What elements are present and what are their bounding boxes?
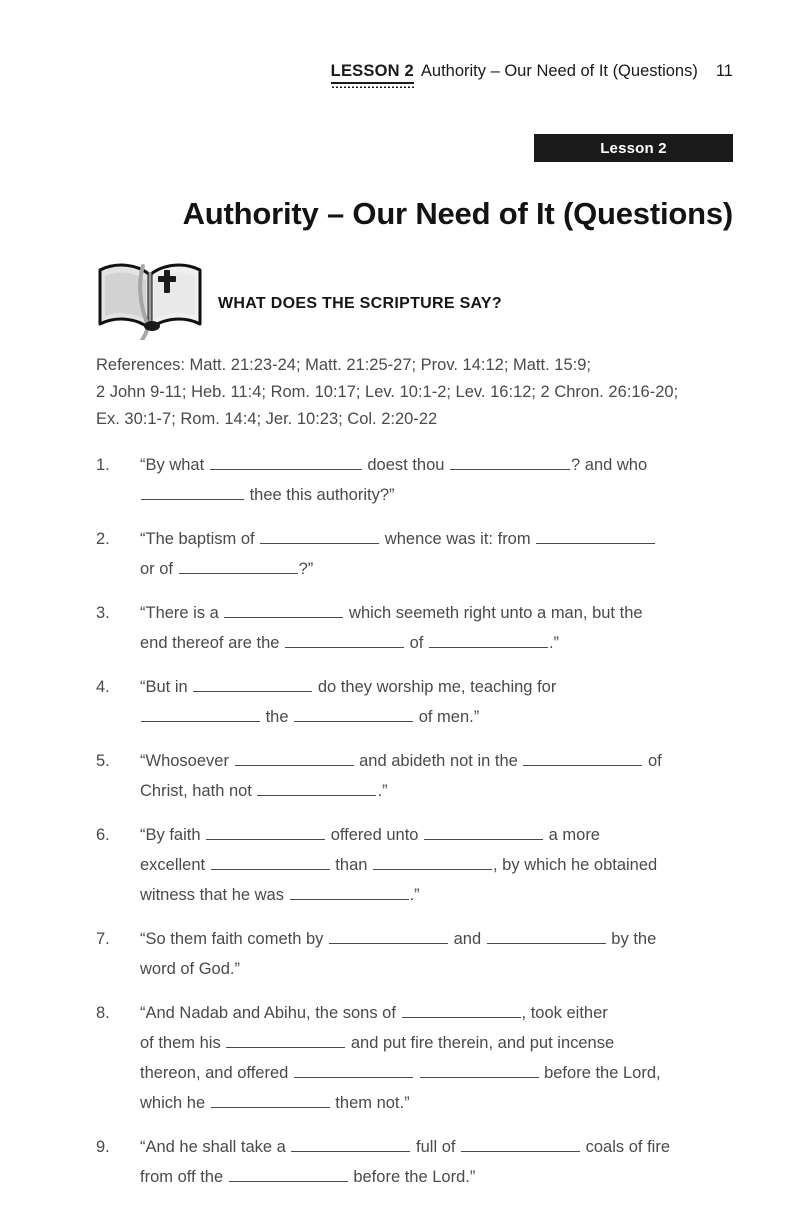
question-text-segment: and: [449, 930, 486, 948]
page-title: Authority – Our Need of It (Questions): [182, 196, 733, 231]
question-line: [140, 776, 741, 806]
question-text: [140, 524, 741, 584]
question-text: [140, 998, 741, 1118]
question-text: [140, 746, 741, 806]
question-text: [140, 450, 741, 510]
question-text-segment: of them his: [140, 1034, 226, 1052]
question-text-segment: doest thou: [362, 456, 450, 474]
question-item: [96, 1132, 741, 1192]
question-text-segment: .”: [377, 782, 388, 800]
fill-in-blank[interactable]: [291, 1134, 410, 1152]
question-text-segment: ?”: [298, 560, 314, 578]
fill-in-blank[interactable]: [285, 630, 404, 648]
fill-in-blank[interactable]: [260, 526, 379, 544]
question-text-segment: Christ, hath not: [140, 782, 257, 800]
question-line: [140, 954, 741, 984]
question-line: [140, 598, 741, 628]
question-text-segment: the: [261, 708, 294, 726]
lesson-tab: [534, 134, 733, 162]
question-text-segment: from off the: [140, 1168, 228, 1186]
question-text-segment: “But in: [140, 678, 193, 696]
question-text-segment: whence was it: from: [380, 530, 536, 548]
fill-in-blank[interactable]: [461, 1134, 580, 1152]
question-line: [140, 628, 741, 658]
question-text-segment: of: [643, 752, 662, 770]
question-text-segment: “By faith: [140, 826, 206, 844]
question-text-segment: before the Lord,: [539, 1064, 661, 1082]
fill-in-blank[interactable]: [206, 822, 325, 840]
question-text-segment: “There is a: [140, 604, 224, 622]
reference-line: References: Matt. 21:23-24; Matt. 21:25-27; Prov. 14:12; Matt. 15:9;: [96, 356, 591, 374]
fill-in-blank[interactable]: [429, 630, 548, 648]
fill-in-blank[interactable]: [210, 452, 362, 470]
question-number: 9.: [96, 1138, 110, 1156]
running-head: [0, 62, 733, 84]
fill-in-blank[interactable]: [235, 748, 354, 766]
fill-in-blank[interactable]: [294, 704, 413, 722]
question-number: 2.: [96, 530, 110, 548]
question-text-segment: ? and who: [571, 456, 648, 474]
fill-in-blank[interactable]: [141, 482, 244, 500]
question-item: [96, 924, 741, 984]
question-text-segment: , by which he obtained: [493, 856, 658, 874]
question-line: [140, 480, 741, 510]
fill-in-blank[interactable]: [424, 822, 543, 840]
question-text-segment: “Whosoever: [140, 752, 234, 770]
fill-in-blank[interactable]: [141, 704, 260, 722]
question-line: [140, 746, 741, 776]
question-text-segment: witness that he was: [140, 886, 289, 904]
question-item: [96, 998, 741, 1118]
question-line: [140, 998, 741, 1028]
question-text-segment: “And he shall take a: [140, 1138, 291, 1156]
fill-in-blank[interactable]: [536, 526, 655, 544]
question-text-segment: before the Lord.”: [348, 1168, 476, 1186]
fill-in-blank[interactable]: [224, 600, 343, 618]
fill-in-blank[interactable]: [450, 452, 570, 470]
question-line: [140, 1058, 741, 1088]
question-text-segment: , took either: [521, 1004, 608, 1022]
fill-in-blank[interactable]: [420, 1060, 539, 1078]
question-text: [140, 820, 741, 910]
question-item: [96, 746, 741, 806]
question-text-segment: by the: [606, 930, 657, 948]
question-text-segment: or of: [140, 560, 178, 578]
question-text-segment: do they worship me, teaching for: [313, 678, 557, 696]
question-number: 7.: [96, 930, 110, 948]
references-block: [96, 352, 736, 433]
lesson-tab-label: Lesson 2: [600, 139, 667, 157]
question-text-segment: coals of fire: [581, 1138, 671, 1156]
fill-in-blank[interactable]: [487, 926, 606, 944]
fill-in-blank[interactable]: [290, 882, 409, 900]
question-text-segment: [414, 1064, 419, 1082]
question-text-segment: excellent: [140, 856, 210, 874]
question-text-segment: full of: [411, 1138, 461, 1156]
question-line: [140, 554, 741, 584]
reference-line: Ex. 30:1-7; Rom. 14:4; Jer. 10:23; Col. 2:20-22: [96, 410, 438, 428]
open-bible-icon: [96, 258, 204, 340]
question-text-segment: offered unto: [326, 826, 424, 844]
question-text-segment: word of God.”: [140, 960, 240, 978]
fill-in-blank[interactable]: [179, 556, 298, 574]
question-text-segment: .”: [548, 634, 560, 652]
question-text-segment: end thereof are the: [140, 634, 285, 652]
question-line: [140, 1162, 741, 1192]
question-line: [140, 924, 741, 954]
question-number: 3.: [96, 604, 110, 622]
question-line: [140, 820, 741, 850]
question-number: 6.: [96, 826, 110, 844]
question-text: [140, 598, 741, 658]
questions-list: [96, 450, 741, 1206]
question-text-segment: “The baptism of: [140, 530, 260, 548]
question-text-segment: and abideth not in the: [354, 752, 523, 770]
question-line: [140, 672, 741, 702]
fill-in-blank[interactable]: [523, 748, 642, 766]
question-line: [140, 850, 741, 880]
question-number: 1.: [96, 456, 110, 474]
question-item: [96, 820, 741, 910]
reference-line: 2 John 9-11; Heb. 11:4; Rom. 10:17; Lev. 10:1-2; Lev. 16:12; 2 Chron. 26:16-20;: [96, 383, 679, 401]
question-text-segment: of men.”: [414, 708, 480, 726]
fill-in-blank[interactable]: [294, 1060, 413, 1078]
fill-in-blank[interactable]: [229, 1164, 348, 1182]
question-text-segment: “And Nadab and Abihu, the sons of: [140, 1004, 401, 1022]
question-line: [140, 524, 741, 554]
question-line: [140, 1088, 741, 1118]
question-text-segment: thee this authority?”: [245, 486, 395, 504]
scripture-section-header: [96, 258, 736, 340]
running-head-lesson-label: LESSON 2: [331, 62, 414, 84]
question-text: [140, 1132, 741, 1192]
question-line: [140, 702, 741, 732]
running-head-title: Authority – Our Need of It (Questions): [420, 62, 698, 80]
question-text-segment: and put fire therein, and put incense: [346, 1034, 615, 1052]
question-item: [96, 598, 741, 658]
question-item: [96, 450, 741, 510]
question-text-segment: .”: [409, 886, 420, 904]
fill-in-blank[interactable]: [211, 852, 330, 870]
question-text-segment: them not.”: [330, 1094, 410, 1112]
question-line: [140, 1028, 741, 1058]
fill-in-blank[interactable]: [193, 674, 312, 692]
fill-in-blank[interactable]: [257, 778, 376, 796]
question-text-segment: of: [405, 634, 428, 652]
question-line: [140, 880, 741, 910]
fill-in-blank[interactable]: [373, 852, 492, 870]
question-text-segment: a more: [544, 826, 600, 844]
question-text-segment: which seemeth right unto a man, but the: [344, 604, 643, 622]
question-number: 5.: [96, 752, 110, 770]
question-number: 8.: [96, 1004, 110, 1022]
question-line: [140, 1132, 741, 1162]
question-text-segment: which he: [140, 1094, 210, 1112]
page-number: 11: [715, 62, 733, 80]
question-text: [140, 672, 741, 732]
question-text-segment: “So them faith cometh by: [140, 930, 329, 948]
scripture-heading: WHAT DOES THE SCRIPTURE SAY?: [218, 295, 502, 312]
question-number: 4.: [96, 678, 110, 696]
fill-in-blank[interactable]: [402, 1000, 521, 1018]
fill-in-blank[interactable]: [329, 926, 448, 944]
fill-in-blank[interactable]: [226, 1030, 345, 1048]
question-item: [96, 524, 741, 584]
question-line: [140, 450, 741, 480]
question-text-segment: “By what: [140, 456, 209, 474]
fill-in-blank[interactable]: [211, 1090, 330, 1108]
question-item: [96, 672, 741, 732]
question-text: [140, 924, 741, 984]
question-text-segment: than: [330, 856, 373, 874]
question-text-segment: thereon, and offered: [140, 1064, 293, 1082]
